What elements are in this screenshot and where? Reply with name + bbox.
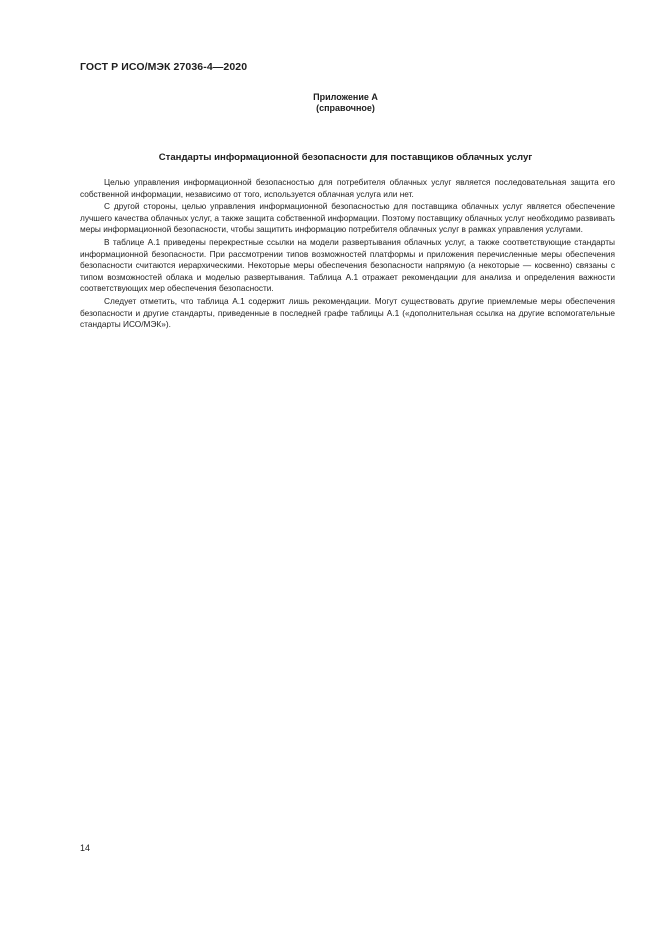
body-text (80, 177, 615, 332)
section-title: Стандарты информационной безопасности для поставщиков облачных услуг (158, 152, 533, 163)
document-header: ГОСТ Р ИСО/МЭК 27036-4—2020 (80, 61, 248, 73)
paragraph: Следует отметить, что таблица А.1 содержит лишь рекомендации. Могут существовать другие приемлемые меры обеспечения безопасности и другие стандарты, приведенные в последней графе таблицы А.1 («дополнительная ссылка на другие вспомогательные стандарты ИСО/МЭК»). (80, 295, 615, 330)
annex-status: (справочное) (316, 103, 375, 113)
paragraph: С другой стороны, целью управления информационной безопасностью для поставщика облачных услуг является обеспечение лучшего качества облачных услуг, а также защита собственной информации. Поэтому поставщику облачных услуг необходимо развивать меры информационной безопасности, чтобы защитить информацию потребителя облачных услуг в рамках управления услугами. (80, 201, 615, 235)
annex-heading (0, 92, 661, 114)
paragraph: Целью управления информационной безопасностью для потребителя облачных услуг является последовательная защита его собственной информации, независимо от того, используется облачная услуга или нет. (80, 177, 615, 199)
paragraph: В таблице А.1 приведены перекрестные ссылки на модели развертывания облачных услуг, а также соответствующие стандарты информационной безопасности. При рассмотрении типов возможностей платформы и приложения перечисленные меры обеспечения безопасности считаются иерархическими. Некоторые меры обеспечения безопасности напрямую (а некоторые — косвенно) связаны с типом возможностей облака и моделью развертывания. Таблица А.1 отражает рекомендации для анализа и определения важности соответствующих мер обеспечения безопасности. (80, 236, 615, 294)
annex-title: Приложение А (313, 92, 378, 102)
page-number: 14 (80, 843, 91, 853)
